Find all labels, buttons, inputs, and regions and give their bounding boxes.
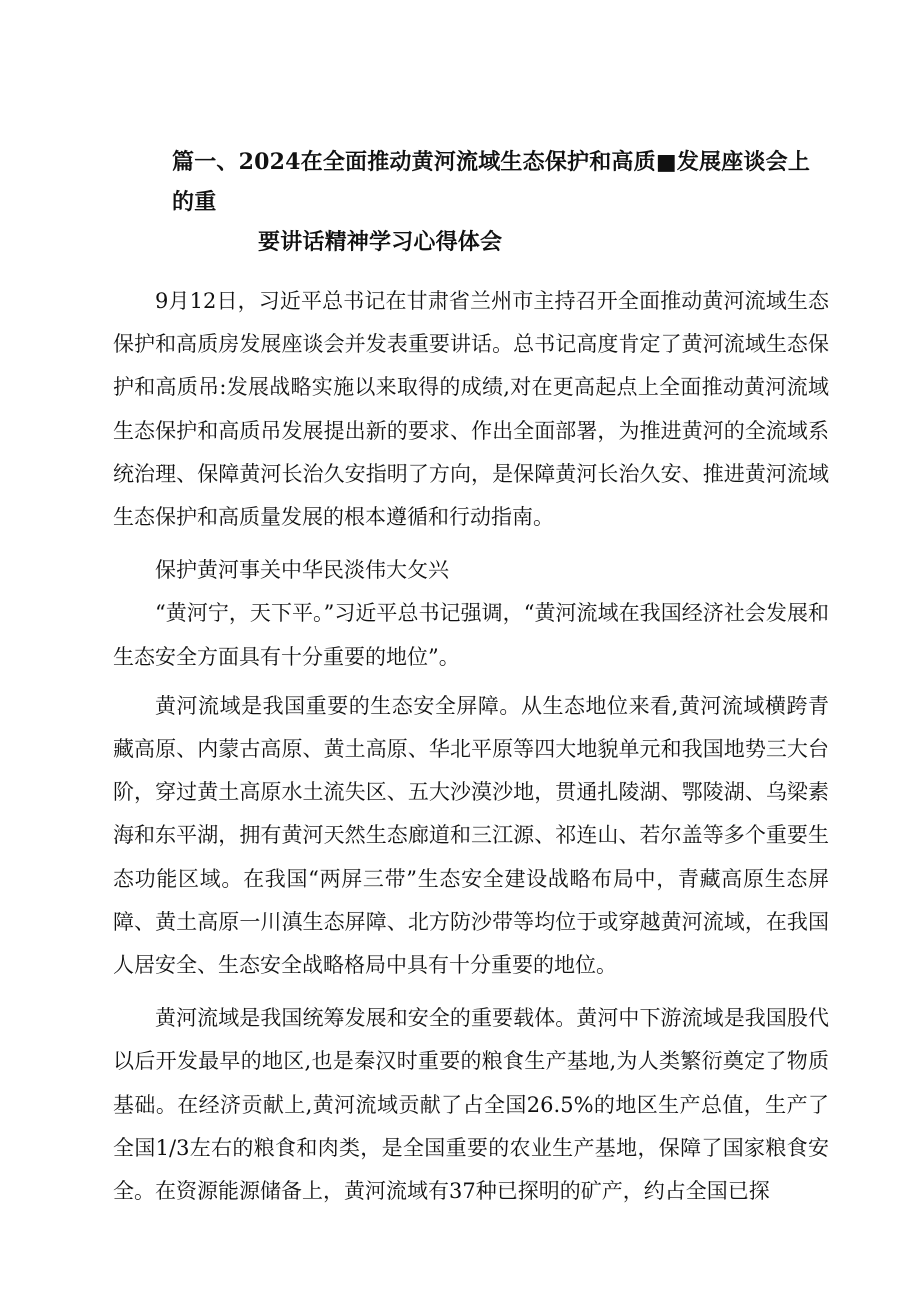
section-heading: 保护黄河事关中华民淡伟大攵兴	[155, 558, 449, 583]
document-title	[172, 142, 832, 262]
title-line-1: 篇一、2024在全面推动黄河流域生态保护和高质■发展座谈会上的重	[172, 149, 811, 215]
paragraph-ecology: 黄河流域是我国重要的生态安全屏障。从生态地位来看,黄河流域横跨青藏高原、内蒙古高原、黄土高原、华北平原等四大地貌单元和我国地势三大台阶，穿过黄土高原水土流失区、五大沙漠沙地，贯通扎陵湖、鄂陵湖、乌梁素海和东平湖，拥有黄河天然生态廊道和三江源、祁连山、若尔盖等多个重要生态功能区域。在我国“两屏三带”生态安全建设战略布局中，青藏高原生态屏障、黄土高原一川滇生态屏障、北方防沙带等均位于或穿越黄河流域，在我国人居安全、生态安全战略格局中具有十分重要的地位。	[113, 693, 829, 978]
document-body	[113, 280, 829, 1223]
title-line-2: 要讲话精神学习心得体会	[258, 229, 503, 255]
paragraph-quote: “黄河宁，天下平。”习近平总书记强调，“黄河流域在我国经济社会发展和生态安全方面具有十分重要的地位”。	[113, 601, 829, 669]
paragraph-development: 黄河流域是我国统筹发展和安全的重要载体。黄河中下游流域是我国股代以后开发最早的地区,也是秦汉时重要的粮食生产基地,为人类繁衍奠定了物质基础。在经济贡献上,黄河流域贡献了占全国26.5%的地区生产总值，生产了全国1/3左右的粮食和肉类，是全国重要的农业生产基地，保障了国家粮食安全。在资源能源储备上，黄河流域有37种已探明的矿产，约占全国已探	[113, 1006, 829, 1204]
paragraph-intro: 9月12日，习近平总书记在甘肃省兰州市主持召开全面推动黄河流域生态保护和高质房发展座谈会并发表重要讲话。总书记高度肯定了黄河流域生态保护和高质吊:发展战略实施以来取得的成绩,对在更高起点上全面推动黄河流域生态保护和高质吊发展提出新的要求、作出全面部署，为推进黄河的全流域系统治理、保障黄河长治久安指明了方向，是保障黄河长治久安、推进黄河流域生态保护和高质量发展的根本遵循和行动指南。	[113, 289, 829, 530]
